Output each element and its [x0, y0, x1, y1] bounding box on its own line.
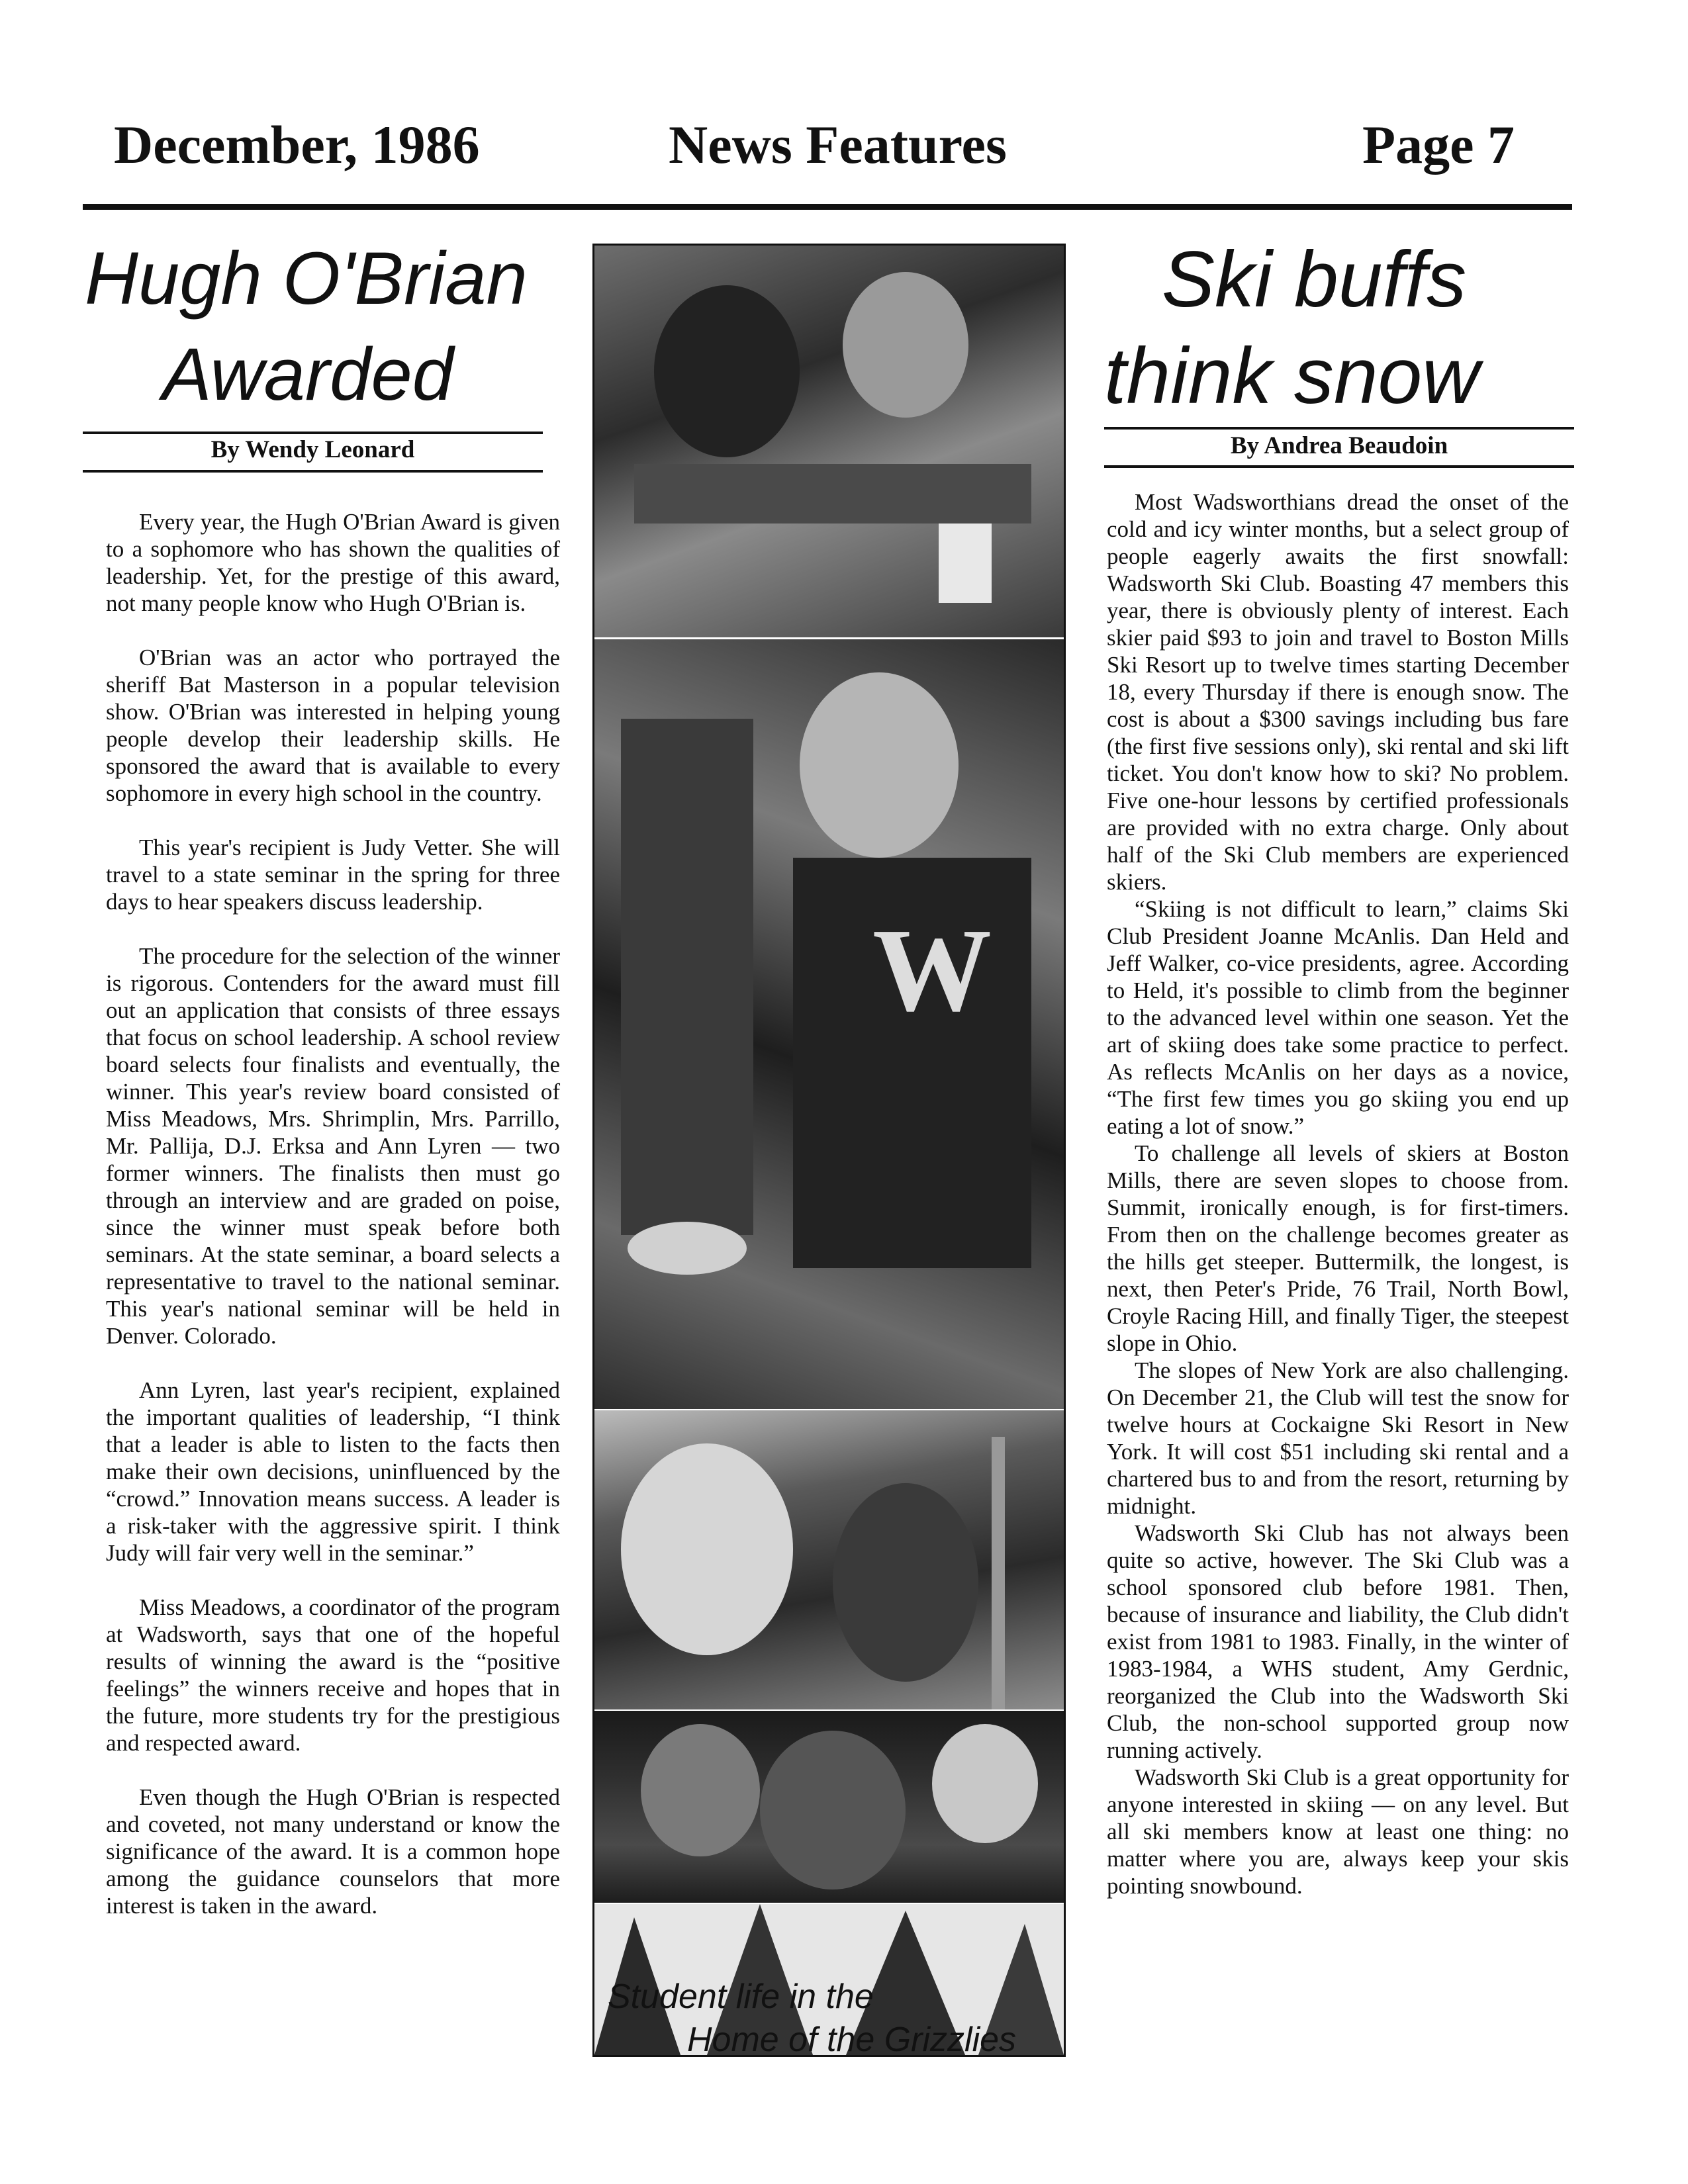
left-byline: By Wendy Leonard: [211, 436, 415, 463]
left-paragraph: Miss Meadows, a coordinator of the program at Wadsworth, says that one of the hopeful results of winning the award is the “positive feelings” the winners receive and hopes that in the future, more students try for the prestigious and respected award.: [106, 1594, 560, 1756]
photo-student-portrait: [594, 1410, 1064, 1709]
left-headline-line2: Awarded: [162, 333, 454, 416]
left-byline-rule-bottom: [83, 470, 543, 473]
right-headline-line1: Ski buffs: [1162, 235, 1467, 324]
left-article-body: [106, 508, 560, 1946]
right-paragraph: Wadsworth Ski Club is a great opportunity for anyone interested in skiing — on any level. But all ski members know at least one thing: no matter where you are, always keep your skis pointing snowbound.: [1107, 1764, 1569, 1899]
left-paragraph: This year's recipient is Judy Vetter. She will travel to a state seminar in the spring for three days to hear speakers discuss leadership.: [106, 835, 560, 915]
photo-students-in-jackets: [594, 639, 1064, 1409]
right-paragraph: Most Wadsworthians dread the onset of the cold and icy winter months, but a select group of people eagerly awaits the first snowfall: Wadsworth Ski Club. Boasting 47 members this year, there is obviously plenty of interest. Each skier paid $93 to join and travel to Boston Mills Ski Resort up to twelve times starting December 18, every Thursday if there is enough snow. The cost is about a $300 savings including bus fare (the first five sessions only), ski rental and ski lift ticket. You don't know how to ski? No problem. Five one-hour lessons by certified professionals are provided with no extra charge. Only about half of the Ski Club members are experienced skiers.: [1107, 489, 1569, 895]
right-paragraph: Wadsworth Ski Club has not always been quite so active, however. The Ski Club was a school sponsored club before 1981. Then, because of insurance and liability, the Club didn't exist from 1981 to 1983. Finally, in the winter of 1983-1984, a WHS student, Amy Gerdnic, reorganized the Club into the Wadsworth Ski Club, the non-school supported group now running actively.: [1107, 1520, 1569, 1763]
masthead-rule: [83, 204, 1572, 210]
left-headline-line1: Hugh O'Brian: [85, 237, 528, 320]
photo-students-laughing: [594, 246, 1064, 637]
photo-collage: [592, 244, 1066, 2057]
right-byline-rule-bottom: [1104, 465, 1574, 468]
right-paragraph: The slopes of New York are also challenging. On December 21, the Club will test the snow for twelve hours at Cockaigne Ski Resort in New York. It will cost $51 including ski rental and a chartered bus to and from the resort, returning by midnight.: [1107, 1357, 1569, 1519]
photo-caption-line1: Student life in the: [608, 1978, 874, 2016]
right-byline: By Andrea Beaudoin: [1230, 432, 1448, 459]
photo-group-gathering: [594, 1711, 1064, 1903]
issue-date: December, 1986: [114, 114, 480, 175]
left-paragraph: Ann Lyren, last year's recipient, explained the important qualities of leadership, “I think that a leader is able to listen to the facts then make their own decisions, uninfluenced by the “crowd.” Innovation means success. A leader is a risk-taker with the aggressive spirit. I think Judy will fair very well in the seminar.”: [106, 1377, 560, 1566]
left-paragraph: Every year, the Hugh O'Brian Award is given to a sophomore who has shown the qualities of leadership. Yet, for the prestige of this award, not many people know who Hugh O'Brian is.: [106, 509, 560, 616]
right-byline-rule-top: [1104, 427, 1574, 430]
left-paragraph: The procedure for the selection of the winner is rigorous. Contenders for the award must fill out an application that consists of three essays that focus on school leadership. A school review board selects four finalists and eventually, the winner. This year's review board consisted of Miss Meadows, Mrs. Shrimplin, Mrs. Parrillo, Mr. Pallija, D.J. Erksa and Ann Lyren — two former winners. The finalists then must go through an interview and are graded on poise, since the winner must speak before both seminars. At the state seminar, a board selects a representative to travel to the national seminar. This year's national seminar will be held in Denver. Colorado.: [106, 943, 560, 1349]
left-paragraph: O'Brian was an actor who portrayed the sheriff Bat Masterson in a popular television show. O'Brian was interested in helping young people develop their leadership skills. He sponsored the award that is available to every sophomore in every high school in the country.: [106, 645, 560, 806]
section-title: News Features: [669, 114, 1007, 175]
svg-text:W: W: [872, 904, 992, 1036]
right-article-body: [1107, 488, 1569, 1899]
page-number: Page 7: [1362, 114, 1515, 175]
right-headline-line2: think snow: [1104, 332, 1479, 420]
photo-caption-line2: Home of the Grizzlies: [687, 2021, 1017, 2059]
left-byline-rule-top: [83, 432, 543, 434]
right-paragraph: “Skiing is not difficult to learn,” claims Ski Club President Joanne McAnlis. Dan Held and Jeff Walker, co-vice presidents, agree. According to Held, it's possible to climb from the beginner to the advanced level within one season. Yet the art of skiing does take some practice to perfect. As reflects McAnlis on her days as a novice, “The first few times you go skiing you end up eating a lot of snow.”: [1107, 896, 1569, 1139]
left-paragraph: Even though the Hugh O'Brian is respected and coveted, not many understand or know the significance of the award. It is a common hope among the guidance counselors that more interest is taken in the award.: [106, 1784, 560, 1919]
right-paragraph: To challenge all levels of skiers at Boston Mills, there are seven slopes to choose from. Summit, ironically enough, is for first-timers. From then on the challenge becomes greater as the hills get steeper. Buttermilk, the longest, is next, then Peter's Pride, 76 Trail, North Bowl, Croyle Racing Hill, and finally Tiger, the steepest slope in Ohio.: [1107, 1140, 1569, 1356]
